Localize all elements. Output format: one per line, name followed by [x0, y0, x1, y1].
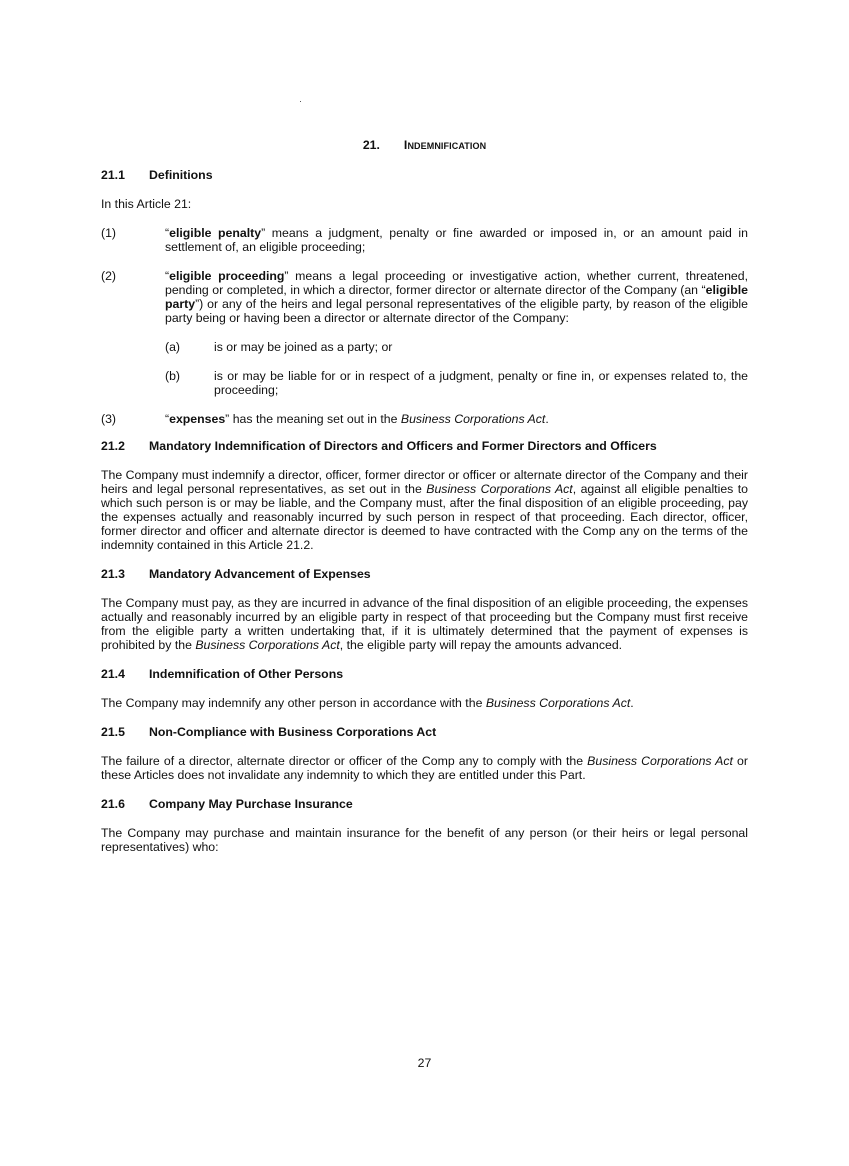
definition-item-2: (2) “eligible proceeding” means a legal proceeding or investigative action, whether current, threatened, pending or completed, in which a director, former director or alternate director of the Company (an “eligible party”) or any of the heirs and legal personal representatives of the eligible party, by reason of the eligible party being or having been a director or alternate director of the Company: (a) is or may be joined as a party; or (b) is or may be liable for or in respect of a judgment, penalty or fine in, or expenses related to, the proceeding; — [101, 269, 749, 397]
definition-item-3: (3) “expenses” has the meaning set out in the Business Corporations Act. — [101, 412, 549, 426]
article-heading: Indemnification — [403, 138, 487, 152]
section-heading-21-2: 21.2 Mandatory Indemnification of Directors and Officers and Former Directors and Officers — [101, 439, 657, 453]
section-21-2-text: The Company must indemnify a director, officer, former director or officer or alternate director of the Company and their heirs and legal personal representatives, as set out in the Business Corporations Act, against all eligible penalties to which such person is or may be liable, and the Company must, after the final disposition of an eligible proceeding, pay the expenses actually and reasonably incurred by such person in respect of that proceeding. Each director, officer, former director and officer and alternate director is deemed to have contracted with the Comp any on the terms of the indemnity contained in this Article 21.2. — [101, 468, 748, 552]
section-heading-21-1: 21.1 Definitions — [101, 168, 213, 182]
definition-subitem-b: (b) is or may be liable for or in respect of a judgment, penalty or fine in, or expenses related to, the proceeding; — [165, 369, 748, 397]
definitions-intro: In this Article 21: — [101, 197, 192, 211]
defined-term: expenses — [169, 412, 226, 426]
section-21-6-text: The Company may purchase and maintain insurance for the benefit of any person (or their heirs or legal personal representatives) who: — [101, 826, 748, 854]
definition-item-1: (1) “eligible penalty” means a judgment, penalty or fine awarded or imposed in, or an amount paid in settlement of, an eligible proceeding; — [101, 226, 748, 254]
section-heading-21-4: 21.4 Indemnification of Other Persons — [101, 667, 344, 681]
defined-term: eligible penalty — [169, 226, 262, 240]
article-number: 21. — [362, 138, 380, 152]
document-body — [101, 168, 748, 854]
section-21-3-text: The Company must pay, as they are incurred in advance of the final disposition of an eligible proceeding, the expenses actually and reasonably incurred by an eligible party in respect of that proceeding but the Company must first receive from the eligible party a written undertaking that, if it is ultimately determined that the payment of expenses is prohibited by the Business Corporations Act, the eligible party will repay the amounts advanced. — [101, 596, 748, 652]
section-heading-21-5: 21.5 Non-Compliance with Business Corporations Act — [101, 725, 437, 739]
stray-mark — [300, 101, 301, 102]
section-21-4-text: The Company may indemnify any other person in accordance with the Business Corporations Act. — [101, 696, 634, 710]
defined-term: eligible proceeding — [169, 269, 285, 283]
section-heading-21-3: 21.3 Mandatory Advancement of Expenses — [101, 567, 371, 581]
section-21-5-text: The failure of a director, alternate director or officer of the Comp any to comply with the Business Corporations Act or these Articles does not invalidate any indemnity to which they are entitled under this Part. — [101, 754, 748, 782]
page-number: 27 — [417, 1056, 432, 1070]
section-heading-21-6: 21.6 Company May Purchase Insurance — [101, 797, 353, 811]
definition-subitem-a: (a) is or may be joined as a party; or — [165, 340, 393, 354]
article-title — [0, 138, 849, 152]
defined-term: eligible party — [165, 283, 748, 311]
